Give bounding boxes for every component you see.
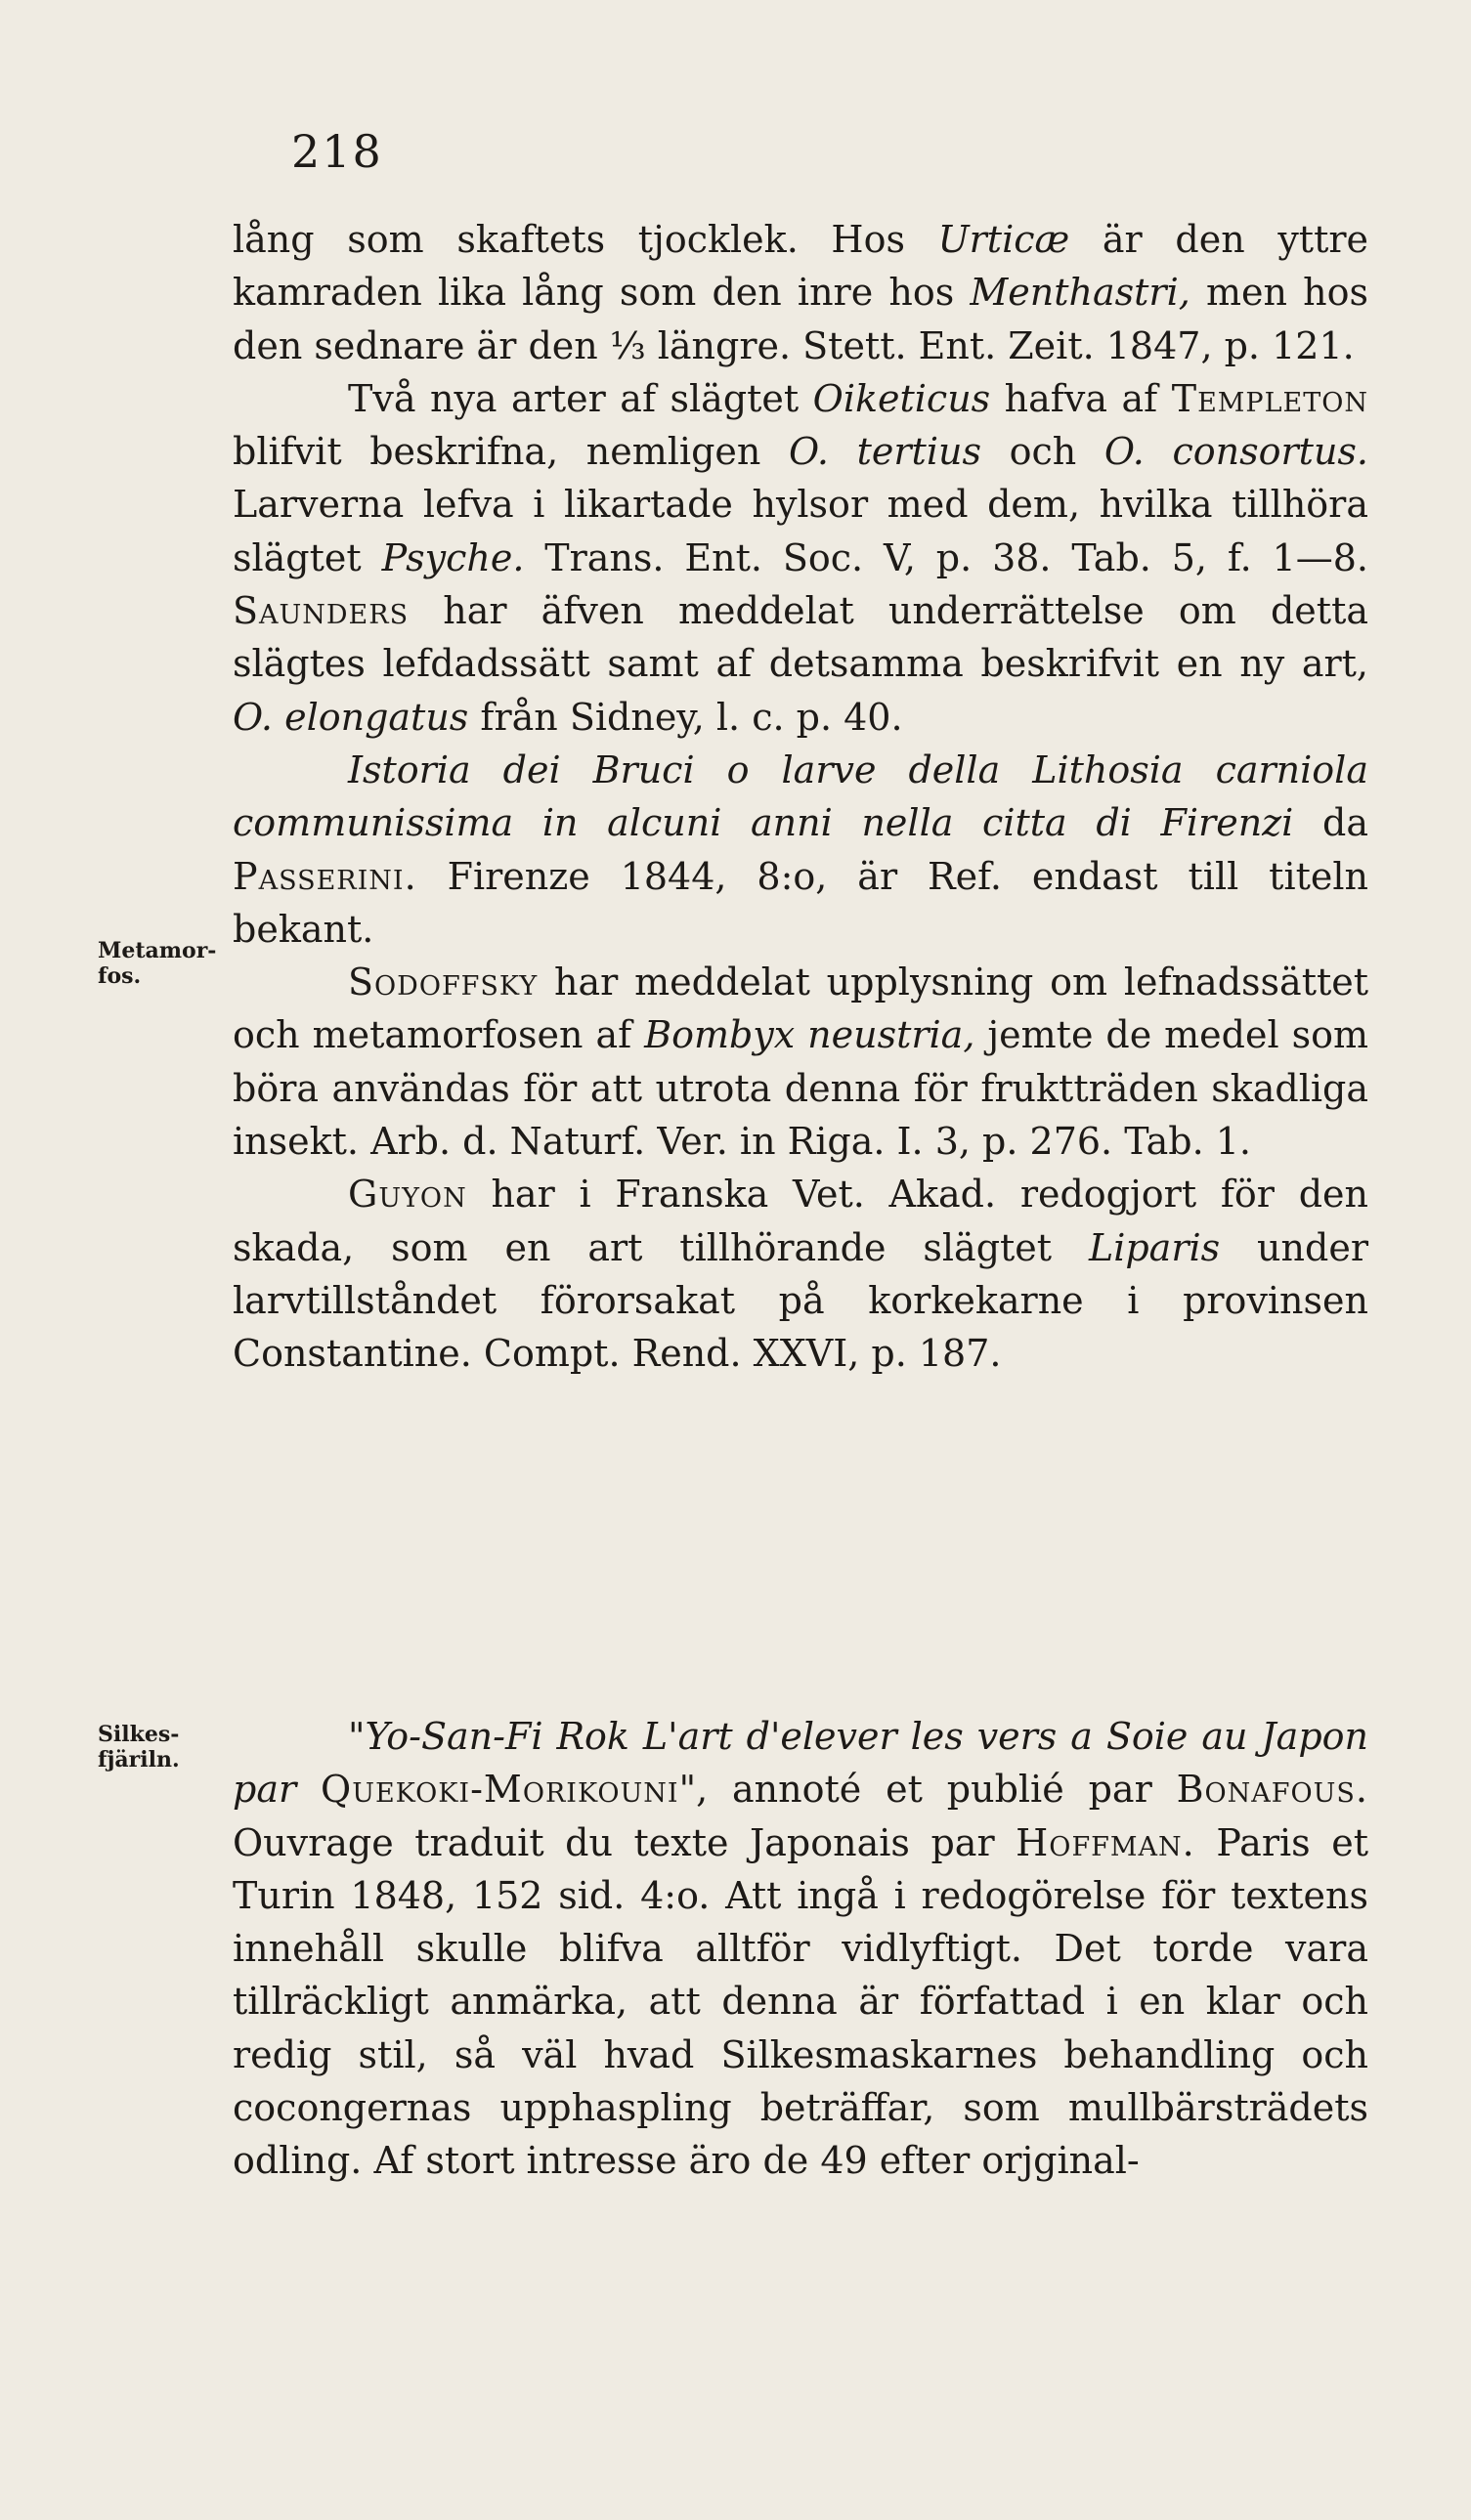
- book-title: Istoria dei Bruci o larve della Lithosia carniola communissima in alcuni anni nella citta di Firenzi: [233, 747, 1368, 845]
- text-run: lång som skaftets tjocklek. Hos: [233, 218, 938, 261]
- text-run: blifvit beskrifna, nemligen: [233, 430, 789, 474]
- text-run: ", annoté et publié par: [678, 1768, 1177, 1812]
- author-name: Quekoki-Morikouni: [321, 1768, 679, 1812]
- taxon-name: O. consortus.: [1103, 430, 1368, 474]
- text-run: men hos den sednare är den ⅓ längre. Stett. Ent. Zeit. 1847, p. 121.: [233, 271, 1368, 367]
- taxon-name: O. elongatus: [233, 695, 469, 739]
- paragraph-sodoffsky: [233, 956, 1368, 1168]
- text-run: har meddelat upplysning om lefnadssättet och metamorfosen af: [233, 961, 1368, 1057]
- text-run: har äfven meddelat underrättelse om detta slägtes lefdadssätt samt af detsamma beskrifvit en ny art,: [233, 589, 1368, 686]
- taxon-name: O. tertius: [789, 430, 981, 474]
- taxon-name: Oiketicus: [812, 376, 991, 420]
- margin-note-silkesfjariln: Silkes-fjäriln.: [98, 1722, 180, 1773]
- author-name: Sodoffsky: [348, 961, 539, 1004]
- text-run: hafva af: [990, 376, 1172, 420]
- text-run: Ouvrage traduit du texte Japonais par: [233, 1820, 1017, 1864]
- taxon-name: Menthastri,: [970, 271, 1190, 315]
- text-run: är den yttre kamraden lika lång som den inre hos: [233, 218, 1368, 315]
- taxon-name: Psyche.: [381, 535, 525, 579]
- body-text-lower: [233, 1710, 1368, 2188]
- text-run: da: [1293, 801, 1369, 845]
- author-name: Saunders: [233, 589, 410, 633]
- author-name: Passerini.: [233, 854, 417, 898]
- taxon-name: Bombyx neustria,: [644, 1013, 975, 1057]
- text-run: Trans. Ent. Soc. V, p. 38. Tab. 5, f. 1—8.: [524, 535, 1368, 579]
- taxon-name: Urticæ: [937, 218, 1070, 261]
- paragraph-oiketicus: [233, 372, 1368, 744]
- margin-note-metamorfos: Metamor-fos.: [98, 938, 217, 989]
- text-run: från Sidney, l. c. p. 40.: [468, 695, 903, 739]
- text-run: Paris et Turin 1848, 152 sid. 4:o. Att ingå i redogörelse för textens innehåll skulle blifva alltför vidlyftigt. Det torde vara tillräckligt anmärka, att denna är författad i en klar och redig stil, så väl hvad Silkesmaskarnes behandling och cocongernas upphaspling beträffar, som mullbärsträdets odling. Af stort intresse äro de 49 efter orjginal-: [233, 1820, 1368, 2183]
- paragraph-lithosia: [233, 744, 1368, 956]
- body-text-upper: [233, 213, 1368, 1381]
- paragraph-guyon: [233, 1168, 1368, 1380]
- page-number: 218: [291, 125, 383, 178]
- text-run: Larverna lefva i likartade hylsor med dem, hvilka tillhöra slägtet: [233, 483, 1368, 579]
- paragraph-yo-san-fi: [233, 1710, 1368, 2188]
- author-name: Hoffman.: [1016, 1820, 1195, 1864]
- book-title: "Yo-San-Fi Rok L'art d'elever les vers a Soie au Japon par: [233, 1715, 1368, 1812]
- author-name: Templeton: [1171, 376, 1368, 420]
- text-run: har i Franska Vet. Akad. redogjort för den skada, som en art tillhörande slägtet: [233, 1173, 1368, 1269]
- taxon-name: Liparis: [1088, 1225, 1221, 1269]
- text-run: Firenze 1844, 8:o, är Ref. endast till titeln bekant.: [233, 854, 1368, 951]
- text-run: jemte de medel som böra användas för att utrota denna för fruktträden skadliga insekt. Arb. d. Naturf. Ver. in Riga. I. 3, p. 276. Tab. 1.: [233, 1013, 1368, 1164]
- text-run: under larvtillståndet förorsakat på korkekarne i provinsen Constantine. Compt. Rend. XXVI, p. 187.: [233, 1225, 1368, 1376]
- text-run: [296, 1768, 321, 1811]
- paragraph-urticae: [233, 213, 1368, 372]
- author-name: Guyon: [348, 1173, 467, 1217]
- author-name: Bonafous.: [1176, 1768, 1368, 1812]
- text-run: Två nya arter af slägtet: [348, 376, 813, 420]
- text-run: och: [980, 430, 1104, 474]
